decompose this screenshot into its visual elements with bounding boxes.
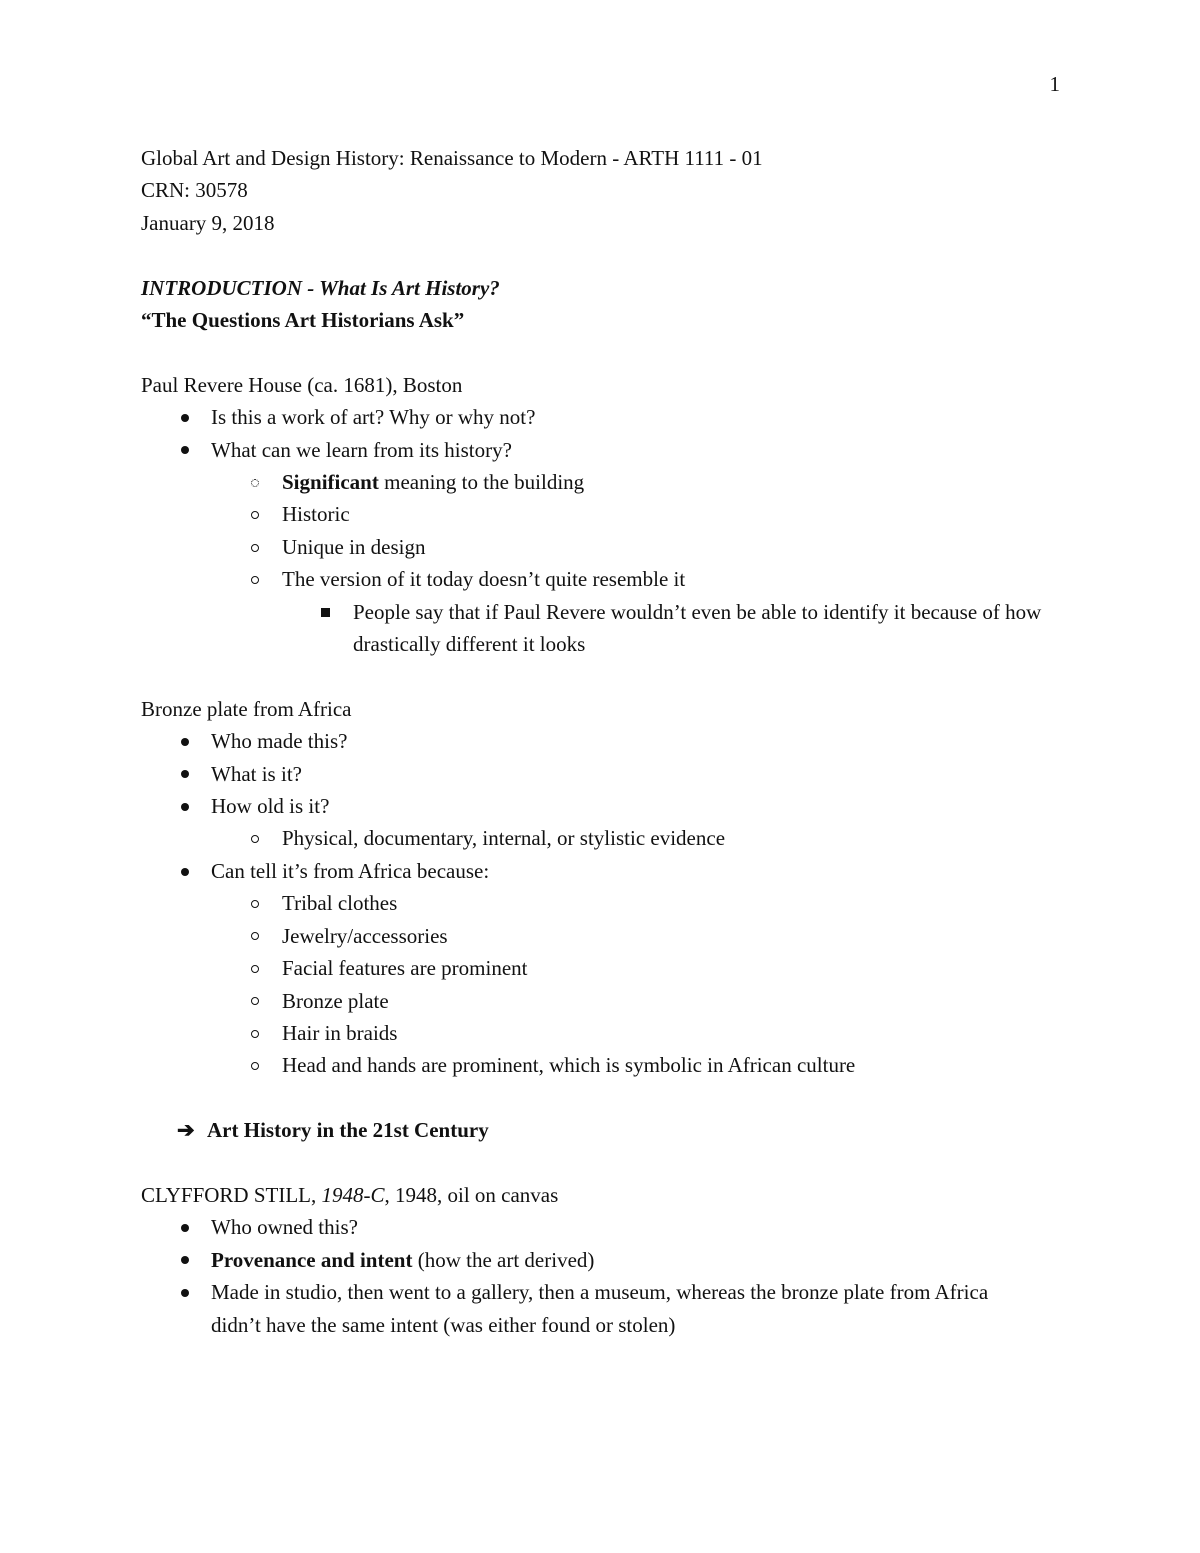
list-item xyxy=(141,822,1061,854)
bullet-circle-icon xyxy=(245,822,265,854)
section-title-revere: Paul Revere House (ca. 1681), Boston xyxy=(141,372,463,397)
list-item xyxy=(141,498,1061,530)
list-item-text: Jewelry/accessories xyxy=(282,923,448,948)
list-item-text: Is this a work of art? Why or why not? xyxy=(211,405,536,430)
list-item-text: (how the art derived) xyxy=(412,1247,595,1272)
bullet-circle-icon xyxy=(245,531,265,563)
bullet-circle-icon xyxy=(245,952,265,984)
bullet-dot-icon xyxy=(175,725,195,757)
intro-subheading: “The Questions Art Historians Ask” xyxy=(141,308,465,333)
section-title-still xyxy=(141,1179,1061,1211)
list-item-text: How old is it? xyxy=(211,794,330,819)
bullet-dot-icon xyxy=(175,434,195,466)
list-item-text: Bronze plate xyxy=(282,988,389,1013)
bullet-dot-icon xyxy=(175,790,195,822)
list-item-text: Facial features are prominent xyxy=(282,956,528,981)
list-item xyxy=(141,725,1061,757)
list-item xyxy=(141,531,1061,563)
list-item xyxy=(141,563,1061,595)
right-arrow-icon: ➔ xyxy=(177,1118,195,1143)
list-item-bold-text: Provenance and intent xyxy=(211,1247,413,1272)
list-item xyxy=(141,1211,1061,1243)
bullet-square-icon xyxy=(315,596,335,628)
bullet-circle-icon xyxy=(245,1017,265,1049)
section-title-bronze: Bronze plate from Africa xyxy=(141,696,352,721)
list-item-text: Who made this? xyxy=(211,729,348,754)
list-item-text: Can tell it’s from Africa because: xyxy=(211,858,490,883)
artwork-title: 1948-C xyxy=(321,1182,385,1207)
bullet-dot-icon xyxy=(175,1211,195,1243)
list-item xyxy=(141,952,1061,984)
list-item-text: Historic xyxy=(282,502,350,527)
bullet-circle-icon xyxy=(245,563,265,595)
document-body xyxy=(141,142,1061,1341)
list-item-text: Unique in design xyxy=(282,534,426,559)
list-item-text: Made in studio, then went to a gallery, then a museum, whereas the bronze plate from Africa didn’t have the same intent (was either found or stolen) xyxy=(211,1280,989,1337)
list-item-text: Physical, documentary, internal, or stylistic evidence xyxy=(282,826,726,851)
title-part: CLYFFORD STILL, xyxy=(141,1182,322,1207)
bullet-dot-icon xyxy=(175,1276,195,1308)
list-item xyxy=(141,1017,1061,1049)
list-item-text: The version of it today doesn’t quite resemble it xyxy=(282,567,686,592)
still-list xyxy=(141,1211,1061,1341)
list-item xyxy=(141,887,1061,919)
list-item xyxy=(141,1244,1061,1276)
date: January 9, 2018 xyxy=(141,210,275,235)
list-item xyxy=(141,920,1061,952)
bullet-circle-icon xyxy=(245,1049,265,1081)
bullet-dot-icon xyxy=(175,855,195,887)
section-heading-21st-century xyxy=(141,1114,1061,1146)
list-item-text: People say that if Paul Revere wouldn’t even be able to identify it because of how drastically different it looks xyxy=(353,599,1042,657)
bullet-dot-icon xyxy=(175,1244,195,1276)
list-item-text: Head and hands are prominent, which is symbolic in African culture xyxy=(282,1053,856,1078)
bullet-circle-icon xyxy=(245,498,265,530)
bronze-list xyxy=(141,725,1061,1081)
list-item-bold-text: Significant xyxy=(282,470,379,495)
list-item xyxy=(141,855,1061,887)
bullet-circle-icon xyxy=(245,920,265,952)
list-item xyxy=(141,1276,1061,1341)
list-item xyxy=(141,758,1061,790)
list-item xyxy=(141,596,1061,661)
bullet-circle-icon xyxy=(245,985,265,1017)
section-heading-text: Art History in the 21st Century xyxy=(207,1118,489,1143)
title-part: , 1948, oil on canvas xyxy=(384,1182,559,1207)
list-item-text: Who owned this? xyxy=(211,1215,358,1240)
page-number: 1 xyxy=(1049,72,1060,96)
intro-heading: INTRODUCTION - What Is Art History? xyxy=(141,275,500,300)
bullet-circle-icon xyxy=(245,887,265,919)
list-item-text: Tribal clothes xyxy=(282,891,398,916)
list-item xyxy=(141,466,1061,498)
course-title: Global Art and Design History: Renaissance to Modern - ARTH 1111 - 01 xyxy=(141,146,763,170)
list-item xyxy=(141,985,1061,1017)
revere-list xyxy=(141,401,1061,660)
bullet-circle-icon xyxy=(245,466,265,498)
crn: CRN: 30578 xyxy=(141,178,248,203)
list-item-text: What is it? xyxy=(211,761,302,786)
list-item xyxy=(141,401,1061,433)
list-item-text: Hair in braids xyxy=(282,1020,398,1045)
list-item-text: What can we learn from its history? xyxy=(211,437,512,462)
list-item xyxy=(141,790,1061,822)
list-item-text: meaning to the building xyxy=(378,470,585,495)
list-item xyxy=(141,434,1061,466)
list-item xyxy=(141,1049,1061,1081)
bullet-dot-icon xyxy=(175,758,195,790)
bullet-dot-icon xyxy=(175,401,195,433)
